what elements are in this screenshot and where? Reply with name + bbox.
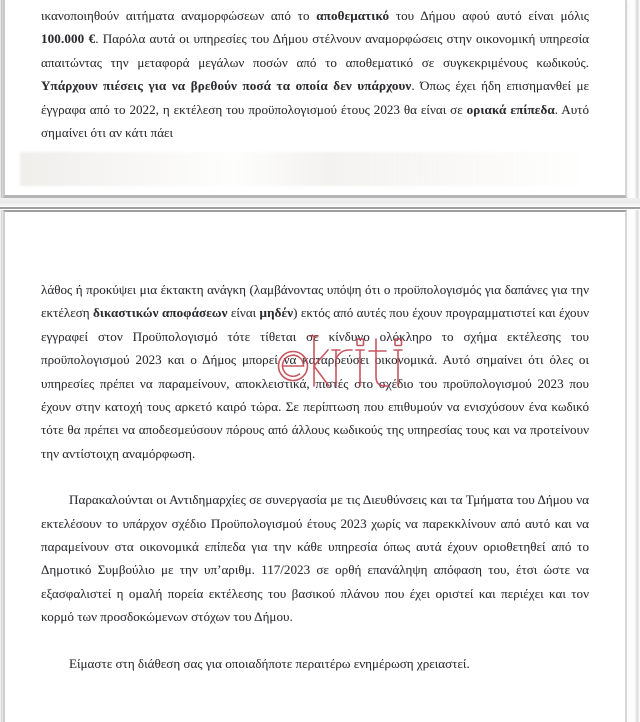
page-divider-line bbox=[0, 207, 640, 209]
text-run: ) εκτός από αυτές που έχουν προγραμματιστεί και έχουν εγγραφεί στον Προϋπολογισμό τότε τίθεται σε κίνδυνο ολόκληρο το σχήμα εκτέλεσης του προϋπολογισμού 2023 και ο Δήμος μπορεί να καταρρεύσει οικονομικά. Αυτό σημαίνει ότι όλες οι υπηρεσίες πρέπει να παραμείνουν, αποκλειστικά, πιστές στο σχέδιο του προϋπολογισμού 2023 που έχουν στην κατοχή τους αρκετό καιρό τώρα. Σε περίπτωση που επιθυμούν να ενισχύσουν ένα κωδικό τότε θα πρέπει να αποδεσμεύσουν πόρους από άλλους κωδικούς της υπηρεσίας τους και να προτείνουν την αντίστοιχη αναμόρφωση. bbox=[41, 305, 589, 461]
page-fragment-top bbox=[3, 0, 627, 198]
text-run: ικανοποιηθούν αιτήματα αναμορφώσεων από το bbox=[41, 8, 317, 23]
scan-edge-right-bottom bbox=[635, 210, 640, 722]
paragraph-p1 bbox=[41, 4, 589, 144]
page-top-text-body bbox=[5, 0, 625, 144]
text-run: του Δήμου αφού αυτό είναι μόλις bbox=[389, 8, 589, 23]
page-bottom-text-body bbox=[5, 212, 625, 675]
scan-edge-left-top bbox=[0, 0, 3, 198]
text-run-bold: Υπάρχουν πιέσεις για να βρεθούν ποσά τα οποία δεν υπάρχουν bbox=[41, 78, 412, 94]
paragraph-p3 bbox=[41, 488, 589, 628]
scan-edge-right-top bbox=[635, 0, 640, 198]
text-run: . Όπως έχει ήδη επισημανθεί με έγγραφα από το 2022, η εκτέλεση του προϋπολογισμού έτους 2023 θα είναι σε bbox=[41, 78, 589, 117]
text-run: Είμαστε στη διάθεση σας για οποιαδήποτε περαιτέρω ενημέρωση χρειαστεί. bbox=[69, 655, 470, 671]
text-run-bold: αποθεματικό bbox=[316, 8, 390, 23]
text-run: . Παρόλα αυτά οι υπηρεσίες του Δήμου στέλνουν αναμορφώσεις στην οικονομική υπηρεσία απαιτώντας την μεταφορά μεγάλων ποσών από το αποθεματικό σε συγκεκριμένους κωδικούς. bbox=[41, 31, 589, 70]
text-run-bold: μηδέν bbox=[259, 305, 294, 321]
text-run: . Αυτό σημαίνει ότι αν κάτι πάει bbox=[41, 101, 589, 141]
page-fragment-bottom bbox=[3, 210, 627, 722]
paragraph-p4 bbox=[41, 652, 589, 675]
text-run: λάθος ή προκύψει μια έκτακτη ανάγκη (λαμβάνοντας υπόψη ότι ο προϋπολογισμός για δαπάνες για την εκτέλεση bbox=[41, 282, 589, 321]
text-run-bold: 100.000 € bbox=[41, 31, 96, 47]
text-run-bold: οριακά επίπεδα bbox=[466, 101, 555, 117]
text-run: Παρακαλούνται οι Αντιδημαρχίες σε συνεργασία με τις Διευθύνσεις και τα Τμήματα του Δήμου να εκτελέσουν το υπάρχον σχέδιο Προϋπολογισμού έτους 2023 χωρίς να παρεκκλίνουν από αυτό και να παραμείνουν στα οικονομικά επίπεδα για την κάθε υπηρεσία όπως αυτά έχουν οριοθετηθεί από το Δημοτικό Συμβούλιο με την υπ’αριθμ. 117/2023 σε ορθή επανάληψη απόφαση του, έτσι ώστε να εξασφαλιστεί η ομαλή πορεία εκτέλεσης του βασικού πλάνου που έχει οριστεί και περιέχει και τον κορμό των προσδοκώμενων στόχων του Δήμου. bbox=[41, 492, 589, 625]
text-run-bold: δικαστικών αποφάσεων bbox=[92, 305, 228, 321]
scan-edge-left-bottom bbox=[0, 210, 3, 722]
paragraph-p2 bbox=[41, 278, 589, 465]
text-run: είναι bbox=[227, 305, 260, 321]
